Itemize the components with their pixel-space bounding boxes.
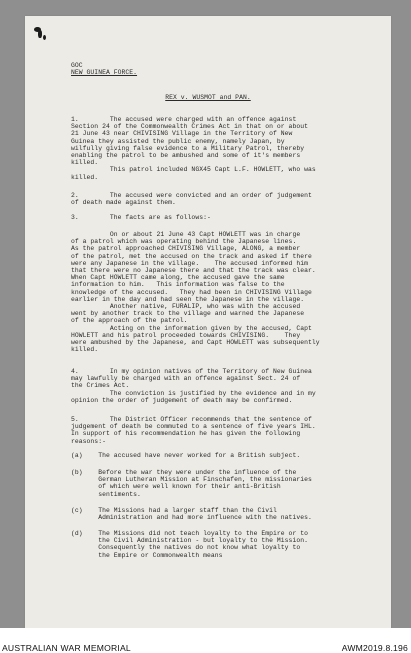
ink-blot	[43, 35, 46, 40]
reason-a: (a) The accused have never worked for a British subject.	[71, 452, 301, 459]
ink-blot	[38, 30, 42, 38]
footer-bar	[0, 628, 411, 653]
paragraph-3: 3. The facts are as follows:-	[71, 214, 211, 221]
document-title: REX v. WUSMOT and PAN.	[165, 94, 251, 101]
addressee-line: GOC	[71, 62, 83, 69]
reason-c: (c) The Missions had a larger staff than the Civil Administration and had more influence with the natives.	[71, 507, 312, 522]
paragraph-4: 4. In my opinion natives of the Territory of New Guinea may lawfully be charged with an offence against Sect. 24 of the Crimes Act. The conviction is justified by the evidence and in my opinion the order of judgement of death may be confirmed.	[71, 368, 316, 404]
paragraph-3-facts: On or about 21 June 43 Capt HOWLETT was in charge of a patrol which was operating behind the Japanese lines. As the patrol approached CHIVISING Village, ALONG, a member of the patrol, met the accused on the track and asked if there were any Japanese in the village. The accused informed him that there were no Japanese there and that the track was clear. When Capt HOWLETT came along, the accused gave the same information to him. This information was false to the knowledge of the accused. They had been in CHIVISING Village earlier in the day and had seen the Japanese in the village. Another native, FURALIP, who was with the accused went by another track to the village and warned the Japanese of the approach of the patrol. Acting on the information given by the accused, Capt HOWLETT and his patrol proceeded towards CHIVISING. They were ambushed by the Japanese, and Capt HOWLETT was subsequently killed.	[71, 231, 320, 354]
reason-d: (d) The Missions did not teach loyalty to the Empire or to the Civil Administration - but loyalty to the Mission. Consequently the natives do not know what loyalty to the Empire or Commonwealth means	[71, 530, 308, 559]
paragraph-2: 2. The accused were convicted and an order of judgement of death made against them.	[71, 192, 312, 207]
addressee-unit: NEW GUINEA FORCE.	[71, 69, 138, 76]
footer-reference: AWM2019.8.196	[341, 643, 408, 653]
reason-b: (b) Before the war they were under the influence of the German Lutheran Mission at Finschafen, the missionaries of which were well known for their anti-British sentiments.	[71, 469, 312, 498]
paragraph-1: 1. The accused were charged with an offence against Section 24 of the Commonwealth Crimes Act in that on or about 21 June 43 near CHIVISING Village in the Territory of New Guinea they assisted the public enemy, namely Japan, by wilfully giving false evidence to a Military Patrol, thereby enabling the patrol to be ambushed and some of it's members killed. This patrol included NGX45 Capt L.F. HOWLETT, who was killed.	[71, 116, 316, 181]
document-page	[25, 16, 391, 628]
paragraph-5: 5. The District Officer recommends that the sentence of judgement of death be commuted to a sentence of five years IHL. In support of his recommendation he has given the following reasons:-	[71, 416, 316, 445]
footer-source: AUSTRALIAN WAR MEMORIAL	[2, 643, 131, 653]
